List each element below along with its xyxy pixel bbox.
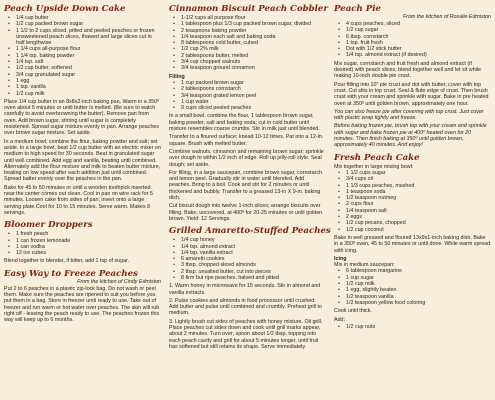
mix-instruction: Mix together in large mixing bowl: bbox=[334, 163, 414, 170]
ingredient-item: • 1/2 cup packed brown sugar bbox=[8, 21, 161, 27]
ingredient-item: • 3/4 cup granulated sugar bbox=[8, 72, 161, 78]
ingredient-item: • 1 fresh peach bbox=[8, 231, 161, 237]
recipe-grilled-amaretto-peaches bbox=[169, 226, 331, 350]
ingredient-list bbox=[334, 21, 491, 59]
instruction-paragraph: Transfer to a floured surface; knead 10-12 times. Pat into a 12-in. square. Brush with melted butter. bbox=[169, 134, 324, 147]
ingredient-item: • 1 cup water bbox=[173, 99, 326, 105]
ingredient-item: • 1/4 tsp. almond extract bbox=[173, 244, 326, 250]
ingredient-item: • 1-1/2 cups all purpose flour bbox=[173, 15, 326, 21]
ingredient-item: • 8 firm but ripe peaches, halved and pitted bbox=[173, 275, 326, 281]
recipe-freeze-peaches bbox=[4, 269, 161, 324]
add-label: Add: bbox=[334, 317, 345, 324]
ingredient-item: • 1 1/4 tsp. baking powder bbox=[8, 53, 161, 59]
ingredient-item: • 6 amaretti cookies bbox=[173, 256, 326, 262]
ingredient-item: • 6 tablespoon margarine bbox=[338, 268, 491, 274]
ingredient-item: • 1 can frozen lemonade bbox=[8, 238, 161, 244]
ingredient-item: • 12 ice cubes bbox=[8, 250, 161, 256]
ingredient-list bbox=[4, 231, 161, 256]
ingredient-item: • 1 tsp. vanilla bbox=[8, 84, 161, 90]
instruction-paragraph: Pour filling into 10" pie crust and dot with butter, cover with top crust. Cut slits in top crust. Seal & flute edge of crust. Then brush crust with your cream and sprinkle with sugar. Bake in pre heated oven at 350º until golden brown, approximately one hour. bbox=[334, 81, 489, 107]
recipe-title: Grilled Amaretto-Stuffed Peaches bbox=[169, 226, 331, 237]
ingredient-item: • 1 1/3 cups peaches, mashed bbox=[338, 183, 491, 189]
icing-list bbox=[334, 268, 491, 306]
ingredient-item: • 1/4 cup butter bbox=[8, 15, 161, 21]
ingredient-item: • Dot with 1/2 stick butter bbox=[338, 46, 491, 52]
instruction-paragraph: 1. Warm honey in microwave for 15 seconds. Stir in almond and vanilla extracts. bbox=[169, 283, 321, 296]
recipe-title: Bloomer Droppers bbox=[4, 220, 93, 231]
ingredient-item: • 1/2 cup milk bbox=[8, 91, 161, 97]
ingredient-item: • 1 1/2 to 2 cups sliced, pitted and peeled peaches or frozen unsweetened peach slices, thawed and large slices cut in half lengthwise bbox=[8, 28, 161, 47]
ingredient-item: • 3/4 cups oil bbox=[338, 176, 491, 182]
ingredient-item: • 1/2 cup nuts bbox=[338, 324, 491, 330]
ingredient-item: • 3/4 teaspoon ground cinnamon bbox=[173, 65, 326, 71]
filling-list bbox=[169, 80, 326, 111]
ingredient-item: • 1/2 teaspoon yellow food coloring bbox=[338, 300, 491, 306]
ingredient-item: • 2 teaspoons baking powder bbox=[173, 28, 326, 34]
filling-heading: Filling bbox=[169, 73, 185, 80]
column-2 bbox=[169, 4, 331, 400]
ingredient-item: • 6 tbsp. cornstarch bbox=[338, 34, 491, 40]
recipe-fresh-peach-cake bbox=[334, 153, 491, 330]
ingredient-item: • 1/4 cup honey bbox=[173, 237, 326, 243]
ingredient-item: • 1 cup sugar bbox=[338, 275, 491, 281]
ingredient-item: • 1/2 cup coconut bbox=[338, 227, 491, 233]
ingredient-item: • 1/4 teaspoon salt bbox=[338, 208, 491, 214]
ingredient-item: • 3/4 cup chopped walnuts bbox=[173, 59, 326, 65]
column-1 bbox=[4, 4, 161, 400]
instruction-paragraph: Bake for 45 to 50 minutes or until a wooden toothpick inserted near the center comes out clean. Cool in pan on wire rack for 5 minutes. Loosen cake from sides of pan; invert onto a large serving plate.Cool for 10 to 15 minutes. Serve warm. Makes 8 servings. bbox=[4, 184, 153, 216]
add-list bbox=[334, 324, 491, 330]
ingredient-item: • 1 can vodka bbox=[8, 244, 161, 250]
instruction-paragraph: Blend together in blender, if bitter, add 1 tsp of sugar. bbox=[4, 258, 130, 265]
instruction-paragraph: Combine walnuts, cinnamon and remaining brown sugar; sprinkle over dough to within 1/2 inch of edge. Roll up jelly-roll style. Seal dough; set aside. bbox=[169, 148, 324, 168]
ingredient-item: • 1/2 cup butter, softened bbox=[8, 65, 161, 71]
ingredient-item: • 1/4 tsp. vanilla extract bbox=[173, 250, 326, 256]
recipe-title: Easy Way to Freeze Peaches bbox=[4, 268, 138, 279]
ingredient-item: • 2 tablespoons butter, melted bbox=[173, 53, 326, 59]
ingredient-item: • 1/4 tsp. almond extract (if desired) bbox=[338, 52, 491, 58]
ingredient-list bbox=[169, 15, 326, 72]
ingredient-item: • 1 egg bbox=[8, 78, 161, 84]
ingredient-item: • 1 tablespoon plus 1/3 cup packed brown sugar, divided bbox=[173, 21, 326, 27]
recipe-credit: From the kitchen of Rosalie Edmiston bbox=[402, 14, 491, 20]
ingredient-item: • 1/4 tsp. salt bbox=[8, 59, 161, 65]
recipe-title: Peach Upside Down Cake bbox=[4, 4, 126, 14]
ingredient-item: • 2 eggs bbox=[338, 214, 491, 220]
ingredient-item: • 2 tbsp. unsalted butter, cut into pieces bbox=[173, 269, 326, 275]
instruction-paragraph: Bake in well greased and floured 13x9x1-inch baking dish. Bake in a 350º oven, 45 to 50 minutes or until done. While warm spread with icing. bbox=[334, 234, 491, 254]
icing-heading: Icing bbox=[334, 255, 347, 262]
ingredient-item: • 1 cup packed brown sugar bbox=[173, 80, 326, 86]
instruction-paragraph: Mix sugar, cornstarch and fruit fresh and almond extract (if desired) with peach slices, blend together well and let sit while making 10-inch double pie crust. bbox=[334, 60, 482, 80]
ingredient-item: • 1/2 cup sugar bbox=[338, 27, 491, 33]
instruction-paragraph: Place 1/4 cup butter in an 8x8x2-inch baking pan. Warm in a 350º oven about 5 minutes or until butter is melted. (Be sure to watch carefully to avoid overbrowning the butter). Remove pan from oven. Add brown sugar, stirring until sugar is completely moistened. Spread sugar mixture evenly in pan. Arrange peaches over brown sugar mixture. Set aside. bbox=[4, 98, 160, 137]
freezing-tip: You can also freeze pie after covering with top crust. Just cover with plastic wrap tightly and freeze. bbox=[334, 108, 484, 122]
freezing-tip: Before baking frozen pie, brush top with your cream and sprinkle with sugar and bake frozen pie at 400º heated oven for 20 minutes. Then finish baking at 350º until golden brown, approximately 40 minutes. And enjoy! bbox=[334, 123, 487, 149]
recipe-bloomer-droppers bbox=[4, 220, 161, 264]
instruction-paragraph: In a medium bowl, combine the flour, baking powder and salt; set aside. In a large bowl, beat 1/2 cup butter with an electric mixer on medium to high speed for 30 seconds. Beat in granulated sugar until well combined. Add egg and vanilla, beating until combined. Alternately add the flour mixture and milk to beaten butter mixture, beating on low speed after each addition just until combined. Spread batter evenly over the peaches in the pan. bbox=[4, 138, 161, 183]
ingredient-item: • 4 cups peaches, sliced bbox=[338, 21, 491, 27]
instruction-paragraph: Cut biscuit dough into twelve 1-inch slices; arrange biscuits over filling. Bake, uncovered, at 400º for 20-25 minutes or until golden brown. Yield: 12 Servings. bbox=[169, 203, 323, 222]
recipe-peach-upside-down-cake bbox=[4, 4, 161, 216]
recipe-title: Peach Pie bbox=[334, 4, 381, 14]
ingredient-item: • 2 cups flour bbox=[338, 201, 491, 207]
instruction-paragraph: 2. Pulse cookies and almonds in food processor until crushed. Add butter and pulse until combined and crumbly. Preheat grill to medium. bbox=[169, 297, 322, 317]
instruction-paragraph: Put 2 to 6 peaches in a plastic zip-lock bag. Do not wash or peel them. Make sure the peaches are ripened to suit you before you put them in a bag. Store in freezer until ready to use. Take out of freezer and run warm or hot water over peaches. The skin will rub right off - leaving the peach ready to use. The peaches frozen this way will keep up to 6 months. bbox=[4, 285, 160, 324]
ingredient-item: • 9 cups sliced peeled peaches bbox=[173, 105, 326, 111]
instruction-paragraph: 3. Lightly brush cut sides of peaches with honey mixture. Oil grill. Place peaches cut sides down and cook until grill marks appear, about 2 minutes. Turn over; spoon about 1/2 tbsp. topping into each peach cavity and grill for about 5 minutes longer, until fruit has softened but still retains its shape. Serve immediately. bbox=[169, 318, 323, 350]
instruction-paragraph: In a small bowl, combine the flour, 1 tablespoon brown sugar, baking powder, salt and baking soda; cut in cold butter until mixture resembles coarse crumbs. Stir in milk just until blended. bbox=[169, 113, 320, 133]
ingredient-item: • 1 teaspoon soda bbox=[338, 189, 491, 195]
ingredient-item: • 1/2 cup milk bbox=[338, 281, 491, 287]
recipe-title: Fresh Peach Cake bbox=[334, 152, 420, 163]
ingredient-list bbox=[4, 15, 161, 97]
column-3 bbox=[334, 4, 491, 400]
recipe-credit: From the kitchen of Cindy Edmiston bbox=[77, 278, 161, 285]
ingredient-item: • 1 egg, slightly beaten bbox=[338, 287, 491, 293]
ingredient-item: • 1 tsp. fruit fresh bbox=[338, 40, 491, 46]
ingredient-item: • 1/2 cup pecans, chopped bbox=[338, 220, 491, 226]
ingredient-item: • 8 tablespoons cold butter, cubed bbox=[173, 40, 326, 46]
ingredient-list bbox=[169, 237, 326, 281]
ingredient-item: • 2 tablespoons cornstarch bbox=[173, 86, 326, 92]
recipe-title: Cinnamon Biscuit Peach Cobbler bbox=[169, 4, 328, 14]
ingredient-item: • 3 tbsp. chopped sliced almonds bbox=[173, 262, 326, 268]
recipe-cinnamon-biscuit-cobbler bbox=[169, 4, 326, 222]
ingredient-item: • 1 1/2 cups sugar bbox=[338, 170, 491, 176]
ingredient-item: • 1/2 teaspoon vanilla bbox=[338, 294, 491, 300]
ingredient-item: • 3/4 teaspoon grated lemon peel bbox=[173, 93, 326, 99]
ingredient-item: • 1/2 cup 2% milk bbox=[173, 46, 326, 52]
ingredient-item: • 1 1/4 cups all-purpose flour bbox=[8, 46, 161, 52]
recipe-peach-pie bbox=[334, 4, 491, 149]
cook-instruction: Cook until thick. bbox=[334, 308, 372, 315]
ingredient-list bbox=[334, 170, 491, 233]
icing-mix-instruction: Mix in medium saucepan: bbox=[334, 262, 395, 269]
ingredient-item: • 1/2 teaspoon nutmeg bbox=[338, 195, 491, 201]
instruction-paragraph: For filling, in a large saucepan, combine brown sugar, cornstarch and lemon peel. Gradually stir in water until blended. Add peaches. Bring to a boil. Cook and stir for 2 minutes or until thickened and bubbly. Transfer to a greased 13-in X 9-in. baking dish. bbox=[169, 169, 322, 202]
ingredient-item: • 1/4 teaspoon each salt and baking soda bbox=[173, 34, 326, 40]
